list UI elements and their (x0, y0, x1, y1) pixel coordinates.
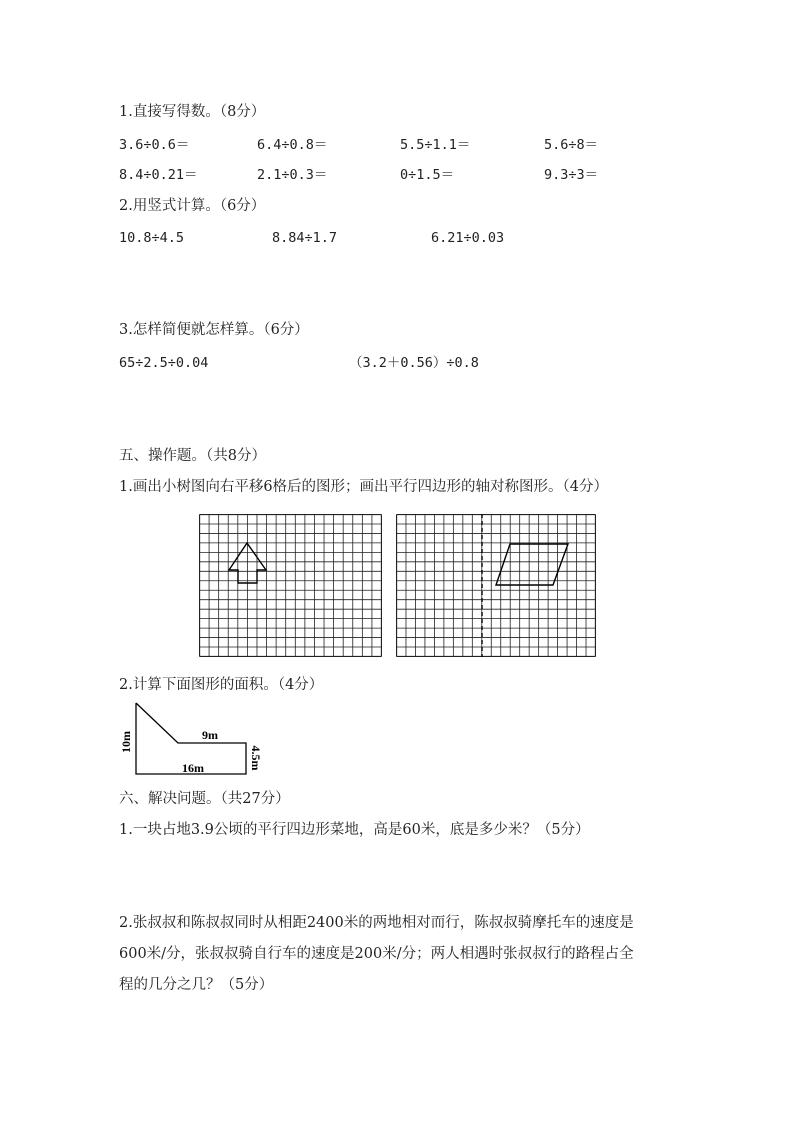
calc-item: 6.4÷0.8＝ (257, 137, 328, 153)
section5-title: 五、操作题。（共8分） (119, 448, 266, 464)
area-figure (118, 698, 268, 780)
simplify-item: （3.2＋0.56）÷0.8 (349, 355, 479, 371)
calc-item: 5.5÷1.1＝ (400, 137, 471, 153)
label-right: 4.5m (249, 745, 263, 771)
sec6-q2-line1: 2.张叔叔和陈叔叔同时从相距2400米的两地相对而行，陈叔叔骑摩托车的速度是 (119, 915, 634, 931)
vertical-calc-item: 10.8÷4.5 (119, 230, 185, 246)
sec5-q2-text: 2.计算下面图形的面积。（4分） (119, 677, 324, 693)
sec5-q1-text: 1.画出小树图向右平移6格后的图形；画出平行四边形的轴对称图形。（4分） (119, 479, 609, 495)
calc-item: 9.3÷3＝ (544, 167, 599, 183)
calc-item: 3.6÷0.6＝ (119, 137, 190, 153)
grid-tree (199, 514, 382, 657)
section6-title: 六、解决问题。（共27分） (119, 791, 290, 807)
calc-item: 5.6÷8＝ (544, 137, 599, 153)
label-bottom: 16m (182, 761, 204, 775)
label-top: 9m (202, 728, 218, 742)
calc-item: 8.4÷0.21＝ (119, 167, 198, 183)
q1-title: 1.直接写得数。（8分） (119, 104, 266, 120)
vertical-calc-item: 6.21÷0.03 (431, 230, 505, 246)
calc-item: 0÷1.5＝ (400, 167, 455, 183)
sec6-q2-line3: 程的几分之几？（5分） (119, 977, 274, 993)
q3-title: 3.怎样简便就怎样算。（6分） (119, 322, 309, 338)
grid-parallelogram (396, 514, 596, 657)
calc-item: 2.1÷0.3＝ (257, 167, 328, 183)
simplify-item: 65÷2.5÷0.04 (119, 355, 209, 371)
vertical-calc-item: 8.84÷1.7 (272, 230, 338, 246)
sec6-q1-text: 1.一块占地3.9公顷的平行四边形菜地，高是60米，底是多少米？（5分） (119, 822, 590, 838)
label-left: 10m (119, 731, 133, 753)
q2-title: 2.用竖式计算。（6分） (119, 198, 266, 214)
sec6-q2-line2: 600米/分，张叔叔骑自行车的速度是200米/分；两人相遇时张叔叔行的路程占全 (119, 946, 634, 962)
